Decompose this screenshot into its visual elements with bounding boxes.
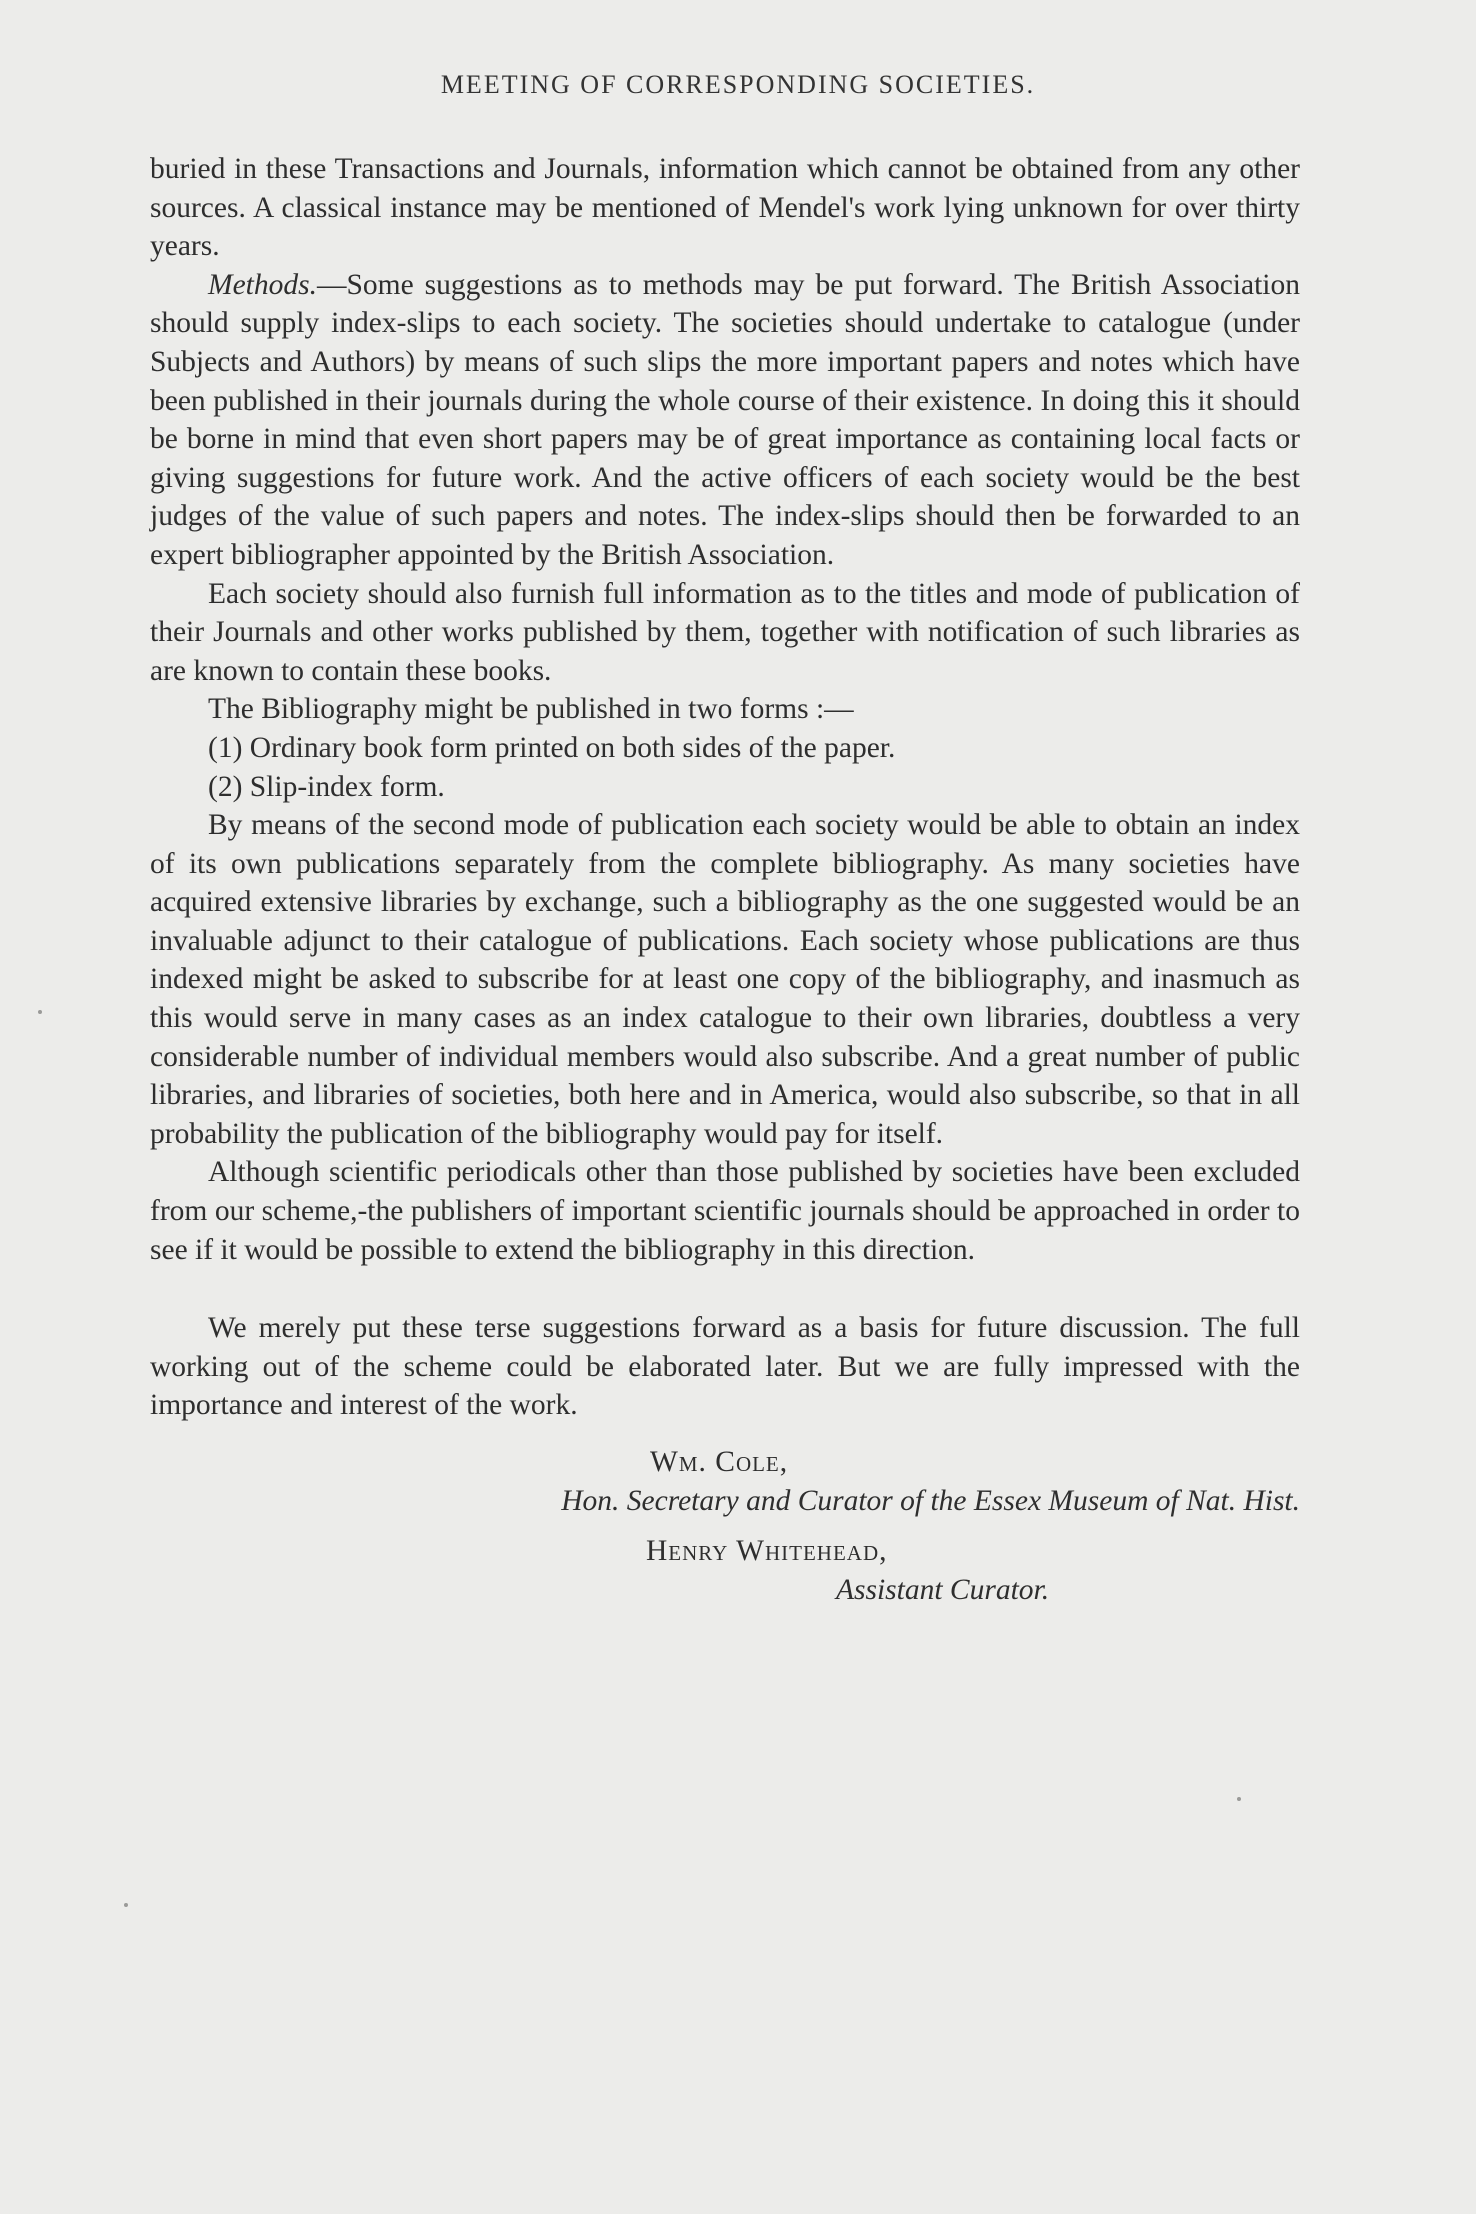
signatory-name-cole: Wm. Cole,	[650, 1446, 789, 1478]
paper-speck	[38, 1010, 42, 1014]
paragraph-periodicals: Although scientific periodicals other than those published by societies have been excluded from our scheme,-the publishers of important scientific journals should be approached in order to see if it would be possible to extend the bibliography in this direction.	[150, 1156, 1300, 1266]
paragraph-society-info: Each society should also furnish full information as to the titles and mode of publication of their Journals and other works published by them, together with notification of such libraries as are known to contain these books.	[150, 577, 1300, 687]
paragraph-conclusion: We merely put these terse suggestions forward as a basis for future discussion. The full working out of the scheme could be elaborated later. But we are fully impressed with the importance and interest of the work.	[150, 1312, 1300, 1422]
section-gap	[150, 1269, 1300, 1309]
signatory-title-cole: Hon. Secretary and Curator of the Essex Museum of Nat. Hist.	[561, 1484, 1300, 1517]
signatory-name-whitehead: Henry Whitehead,	[646, 1535, 888, 1568]
methods-label: Methods.	[208, 268, 317, 301]
list-item-slip-index: (2) Slip-index form.	[208, 770, 445, 803]
running-head: MEETING OF CORRESPONDING SOCIETIES.	[440, 70, 1036, 99]
paragraph-second-mode: By means of the second mode of publication each society would be able to obtain an index of its own publications separately from the complete bibliography. As many societies have acquired extensive libraries by exchange, such a bibliography as the one suggested would be an invaluable adjunct to their catalogue of publications. Each society whose publications are thus indexed might be asked to subscribe for at least one copy of the bibliography, and inasmuch as this would serve in many cases as an index catalogue to their own libraries, doubtless a very considerable number of individual members would also subscribe. And a great number of public libraries, and libraries of societies, both here and in America, would also subscribe, so that in all probability the publication of the bibliography would pay for itself.	[150, 809, 1300, 1150]
signatory-title-whitehead: Assistant Curator.	[836, 1573, 1050, 1606]
list-item-book-form: (1) Ordinary book form printed on both sides of the paper.	[208, 731, 896, 764]
paragraph-continuation: buried in these Transactions and Journals, information which cannot be obtained from any other sources. A classical instance may be mentioned of Mendel's work lying unknown for over thirty years.	[150, 153, 1300, 263]
methods-text: —Some suggestions as to methods may be put forward. The British Association should supply index-slips to each society. The societies should undertake to catalogue (under Subjects and Authors) by means of such slips the more important papers and notes which have been published in their journals during the whole course of their existence. In doing this it should be borne in mind that even short papers may be of great importance as containing local facts or giving suggestions for future work. And the active officers of each society would be the best judges of the value of such papers and notes. The index-slips should then be forwarded to an expert bibliographer appointed by the British Association.	[150, 268, 1300, 571]
paragraph-methods	[150, 266, 1300, 575]
paper-speck	[124, 1903, 128, 1907]
body-text	[150, 150, 1300, 1609]
signature-block	[150, 1443, 1300, 1609]
paragraph-bibliography-forms: The Bibliography might be published in two forms :—	[208, 693, 854, 726]
paper-speck	[1237, 1797, 1241, 1801]
